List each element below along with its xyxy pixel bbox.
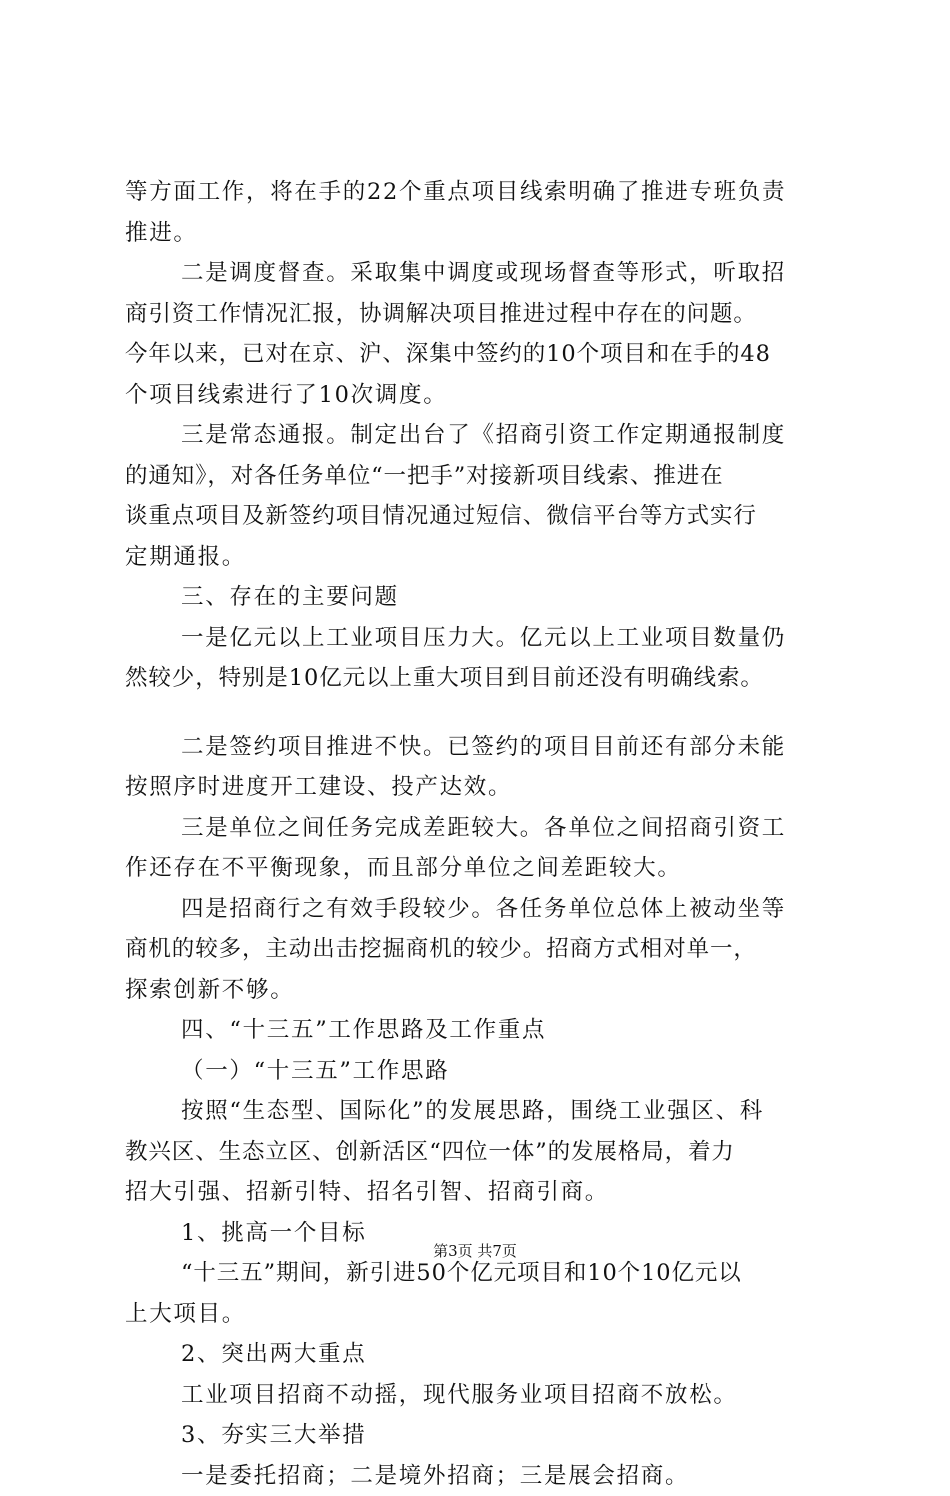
text-line: 今年以来，已对在京、沪、深集中签约的10个项目和在手的48 xyxy=(125,334,835,375)
text-line: “十三五”期间，新引进50个亿元项目和10个10亿元以 xyxy=(125,1253,835,1294)
text-line: 个项目线索进行了10次调度。 xyxy=(125,375,835,416)
text-line: 招大引强、招新引特、招名引智、招商引商。 xyxy=(125,1172,835,1213)
item-heading: 1、挑高一个目标 xyxy=(125,1213,835,1254)
text-line: 上大项目。 xyxy=(125,1294,835,1335)
item-heading: 3、夯实三大举措 xyxy=(125,1415,835,1456)
text-line: 探索创新不够。 xyxy=(125,970,835,1011)
blank-gap xyxy=(125,699,835,727)
paragraph-heading-line: 三是单位之间任务完成差距较大。各单位之间招商引资工 xyxy=(125,808,835,849)
section-heading: 四、“十三五”工作思路及工作重点 xyxy=(125,1010,835,1051)
paragraph-heading-line: 四是招商行之有效手段较少。各任务单位总体上被动坐等 xyxy=(125,889,835,930)
text-line: 教兴区、生态立区、创新活区“四位一体”的发展格局，着力 xyxy=(125,1132,835,1173)
text-line: 一是委托招商；二是境外招商；三是展会招商。 xyxy=(125,1456,835,1496)
document-body xyxy=(125,172,835,1496)
text-line: 按照序时进度开工建设、投产达效。 xyxy=(125,767,835,808)
page-footer xyxy=(0,1240,950,1262)
text-line: 定期通报。 xyxy=(125,537,835,578)
paragraph-heading-line: 三是常态通报。制定出台了《招商引资工作定期通报制度 xyxy=(125,415,835,456)
item-heading: 2、突出两大重点 xyxy=(125,1334,835,1375)
text-line: 然较少，特别是10亿元以上重大项目到目前还没有明确线索。 xyxy=(125,658,835,699)
text-line: 作还存在不平衡现象，而且部分单位之间差距较大。 xyxy=(125,848,835,889)
text-line: 商机的较多，主动出击挖掘商机的较少。招商方式相对单一， xyxy=(125,929,835,970)
paragraph-heading-line: 二是调度督查。采取集中调度或现场督查等形式，听取招 xyxy=(125,253,835,294)
page-number-label: 第3页 共7页 xyxy=(433,1242,517,1260)
paragraph-heading-line: 二是签约项目推进不快。已签约的项目目前还有部分未能 xyxy=(125,727,835,768)
text-line: 等方面工作，将在手的22个重点项目线索明确了推进专班负责 xyxy=(125,172,835,213)
text-line: 谈重点项目及新签约项目情况通过短信、微信平台等方式实行 xyxy=(125,496,835,537)
text-line: 推进。 xyxy=(125,213,835,254)
section-heading: 三、存在的主要问题 xyxy=(125,577,835,618)
text-line: 工业项目招商不动摇，现代服务业项目招商不放松。 xyxy=(125,1375,835,1416)
text-line: 按照“生态型、国际化”的发展思路，围绕工业强区、科 xyxy=(125,1091,835,1132)
paragraph-heading-line: 一是亿元以上工业项目压力大。亿元以上工业项目数量仍 xyxy=(125,618,835,659)
text-line: 商引资工作情况汇报，协调解决项目推进过程中存在的问题。 xyxy=(125,294,835,335)
subsection-heading: （一）“十三五”工作思路 xyxy=(125,1051,835,1092)
text-line: 的通知》，对各任务单位“一把手”对接新项目线索、推进在 xyxy=(125,456,835,497)
